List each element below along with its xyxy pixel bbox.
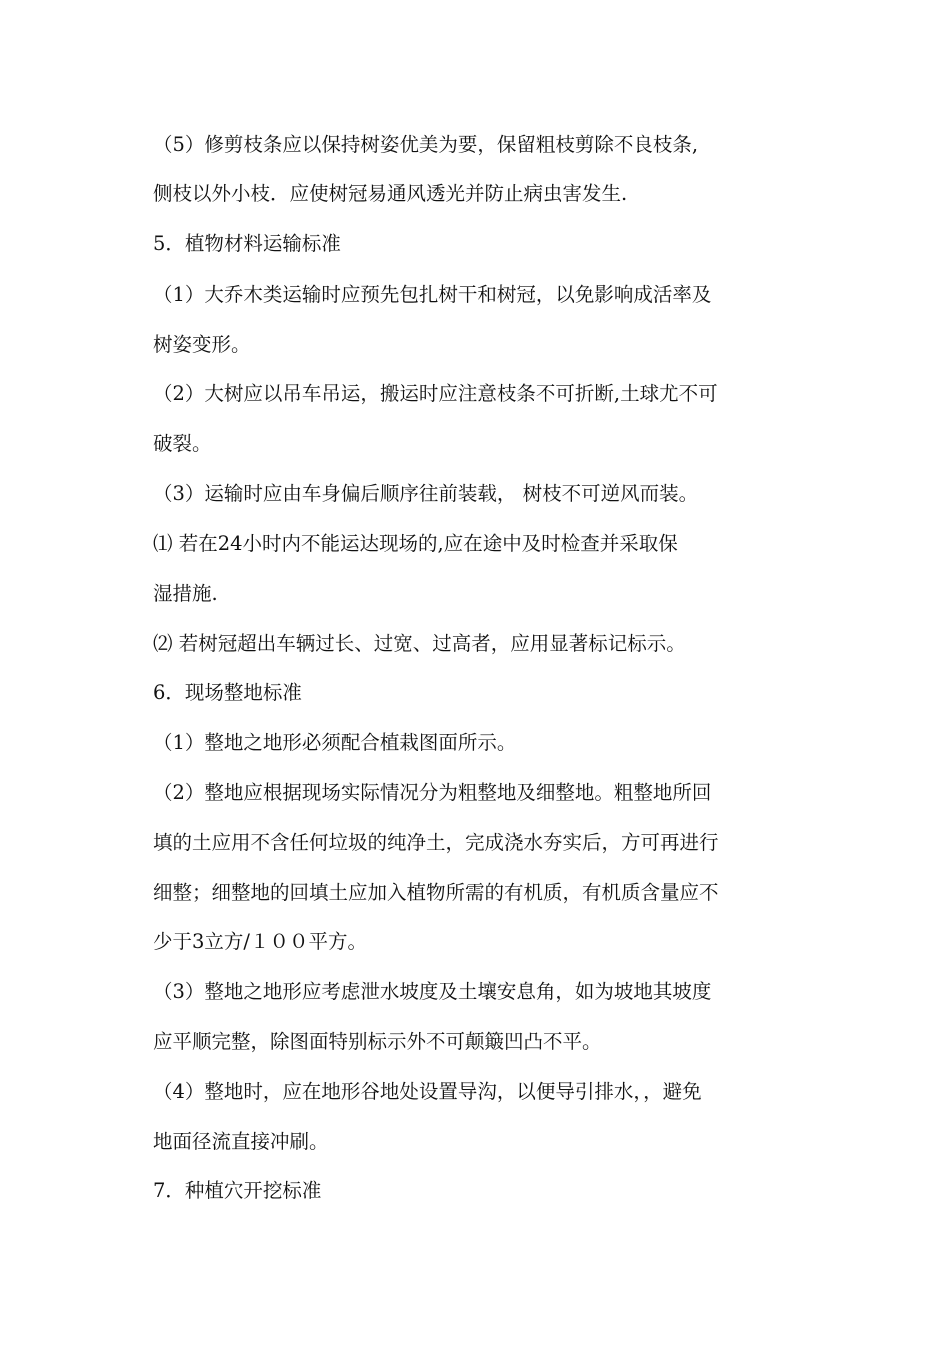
- paragraph-line: 树姿变形。: [153, 333, 251, 356]
- paragraph-line: 少于3立方/１００平方。: [153, 930, 367, 953]
- paragraph-line: 侧枝以外小枝．应使树冠易通风透光并防止病虫害发生.: [153, 182, 628, 205]
- section-heading: 5．植物材料运输标准: [153, 232, 341, 255]
- paragraph-line: （2）整地应根据现场实际情况分为粗整地及细整地。粗整地所回: [153, 781, 712, 804]
- paragraph-line: ⑴ 若在24小时内不能运达现场的,应在途中及时检查并采取保: [153, 532, 678, 555]
- paragraph-line: 填的土应用不含任何垃圾的纯净土，完成浇水夯实后，方可再进行: [153, 831, 719, 854]
- paragraph-line: （3）运输时应由车身偏后顺序往前装载， 树枝不可逆风而装。: [153, 482, 699, 505]
- paragraph-line: （1）大乔木类运输时应预先包扎树干和树冠，以免影响成活率及: [153, 283, 712, 306]
- paragraph-line: 破裂。: [153, 432, 212, 455]
- paragraph-line: （5）修剪枝条应以保持树姿优美为要，保留粗枝剪除不良枝条,: [153, 133, 699, 156]
- paragraph-line: ⑵ 若树冠超出车辆过长、过宽、过高者，应用显著标记标示。: [153, 632, 686, 655]
- paragraph-line: 应平顺完整，除图面特别标示外不可颠簸凹凸不平。: [153, 1030, 602, 1053]
- paragraph-line: 湿措施.: [153, 582, 218, 605]
- paragraph-line: 地面径流直接冲刷。: [153, 1130, 329, 1153]
- paragraph-line: （1）整地之地形必须配合植栽图面所示。: [153, 731, 517, 754]
- section-heading: 6．现场整地标准: [153, 681, 302, 704]
- section-heading: 7．种植穴开挖标准: [153, 1179, 322, 1202]
- paragraph-line: （4）整地时，应在地形谷地处设置导沟，以便导引排水，，避免: [153, 1080, 702, 1103]
- paragraph-line: 细整；细整地的回填土应加入植物所需的有机质，有机质含量应不: [153, 881, 719, 904]
- paragraph-line: （2）大树应以吊车吊运，搬运时应注意枝条不可折断,土球尤不可: [153, 382, 718, 405]
- paragraph-line: （3）整地之地形应考虑泄水坡度及土壤安息角，如为坡地其坡度: [153, 980, 712, 1003]
